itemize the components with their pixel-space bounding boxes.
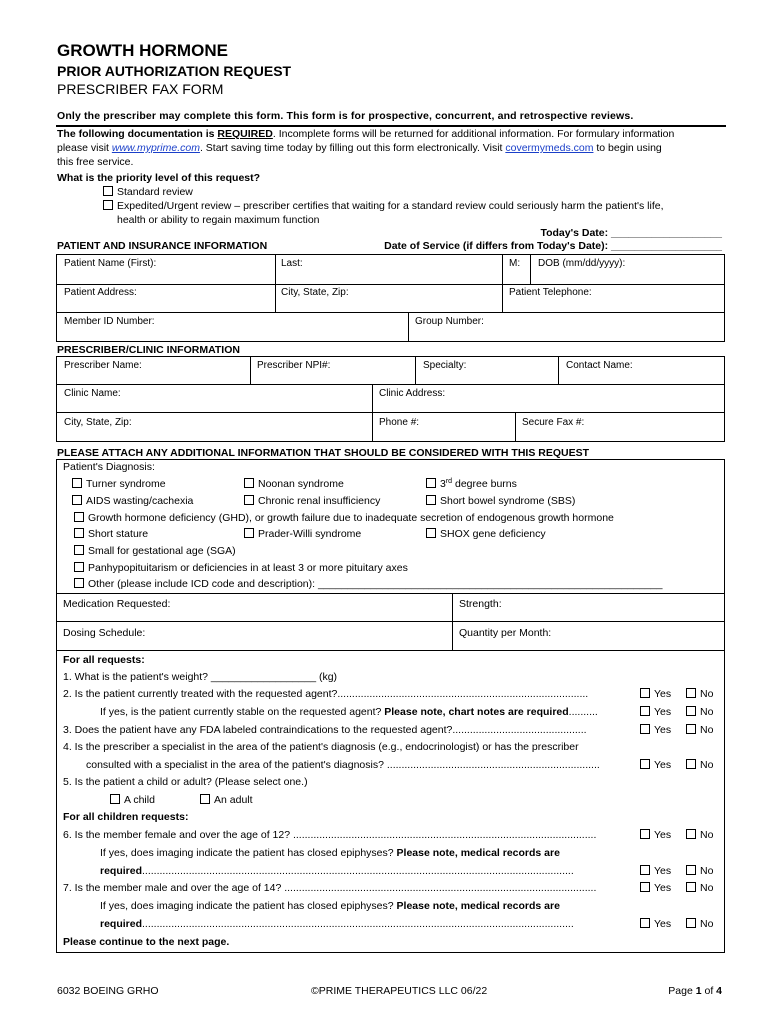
- all-requests-heading: For all requests:: [63, 654, 145, 666]
- dx-noonan-checkbox[interactable]: [244, 478, 254, 488]
- patient-first-name-field[interactable]: Patient Name (First):: [64, 258, 157, 269]
- patient-city-state-zip-field[interactable]: City, State, Zip:: [281, 287, 349, 298]
- question-5-child-checkbox[interactable]: [110, 794, 120, 804]
- patient-middle-initial-field[interactable]: M:: [509, 258, 521, 269]
- expedited-review-checkbox[interactable]: [103, 200, 113, 210]
- prescriber-notice: Only the prescriber may complete this form. This form is for prospective, concurrent, and retrospective reviews.: [57, 110, 634, 122]
- question-6a-no[interactable]: No: [686, 865, 713, 877]
- question-6a-line-2: required....................................................................................................................................................: [100, 865, 574, 877]
- footer-copyright: ©PRIME THERAPEUTICS LLC 06/22: [311, 985, 488, 997]
- additional-info-heading: PLEASE ATTACH ANY ADDITIONAL INFORMATION THAT SHOULD BE CONSIDERED WITH THIS REQUEST: [57, 447, 589, 459]
- clinic-name-field[interactable]: Clinic Name:: [64, 388, 121, 399]
- dx-burns-option[interactable]: 3rd degree burns: [426, 478, 517, 490]
- question-6-no-checkbox[interactable]: [686, 829, 696, 839]
- dx-aids-checkbox[interactable]: [72, 495, 82, 505]
- question-2-yes[interactable]: Yes: [640, 688, 671, 700]
- footer-form-code: 6032 BOEING GRHO: [57, 985, 159, 997]
- question-5-adult-checkbox[interactable]: [200, 794, 210, 804]
- continue-note: Please continue to the next page.: [63, 936, 230, 948]
- expedited-review-option[interactable]: Expedited/Urgent review – prescriber certifies that waiting for a standard review could seriously harm the patient's life,: [103, 200, 664, 212]
- diagnosis-box-top: [56, 459, 725, 460]
- dx-aids-option[interactable]: AIDS wasting/cachexia: [72, 495, 193, 507]
- form-title: GROWTH HORMONE: [57, 41, 228, 60]
- dx-burns-checkbox[interactable]: [426, 478, 436, 488]
- question-2a-no-checkbox[interactable]: [686, 706, 696, 716]
- children-requests-heading: For all children requests:: [63, 811, 189, 823]
- question-6: 6. Is the member female and over the age of 12? ........................................................................................................: [63, 829, 597, 841]
- dx-panhypopituitarism-option[interactable]: Panhypopituitarism or deficiencies in at least 3 or more pituitary axes: [74, 562, 408, 574]
- dx-short-stature-option[interactable]: Short stature: [74, 528, 148, 540]
- form-type: PRESCRIBER FAX FORM: [57, 81, 224, 97]
- group-number-field[interactable]: Group Number:: [415, 316, 484, 327]
- dx-chronic-renal-option[interactable]: Chronic renal insufficiency: [244, 495, 380, 507]
- question-4-line-1: 4. Is the prescriber a specialist in the area of the patient's diagnosis (e.g., endocrinologist) or has the prescriber: [63, 741, 579, 753]
- patient-section-heading: PATIENT AND INSURANCE INFORMATION: [57, 240, 268, 252]
- standard-review-option[interactable]: Standard review: [103, 186, 193, 198]
- question-7a-line-2: required....................................................................................................................................................: [100, 918, 574, 930]
- question-5-adult[interactable]: An adult: [200, 794, 253, 806]
- documentation-line-2: please visit www.myprime.com. Start saving time today by filling out this form electronically. Visit covermymeds.com to begin using: [57, 142, 662, 154]
- dx-panhypopituitarism-checkbox[interactable]: [74, 562, 84, 572]
- question-7-yes[interactable]: Yes: [640, 882, 671, 894]
- question-7a-line-1: If yes, does imaging indicate the patient has closed epiphyses? Please note, medical records are: [100, 900, 560, 912]
- dx-shox-option[interactable]: SHOX gene deficiency: [426, 528, 546, 540]
- prescriber-npi-field[interactable]: Prescriber NPI#:: [257, 360, 331, 371]
- expedited-review-line-2: health or ability to regain maximum function: [117, 214, 320, 226]
- dx-shox-checkbox[interactable]: [426, 528, 436, 538]
- question-6a-yes-checkbox[interactable]: [640, 865, 650, 875]
- clinic-address-field[interactable]: Clinic Address:: [379, 388, 446, 399]
- question-3-no[interactable]: No: [686, 724, 713, 736]
- quantity-per-month-field[interactable]: Quantity per Month:: [459, 627, 552, 639]
- strength-field[interactable]: Strength:: [459, 598, 502, 610]
- dx-prader-willi-checkbox[interactable]: [244, 528, 254, 538]
- question-4-line-2: consulted with a specialist in the area of the patient's diagnosis? .........................................................................: [86, 759, 600, 771]
- question-7a-no[interactable]: No: [686, 918, 713, 930]
- question-5: 5. Is the patient a child or adult? (Please select one.): [63, 776, 308, 788]
- question-1-weight[interactable]: 1. What is the patient's weight? __________________ (kg): [63, 671, 338, 683]
- question-4-no[interactable]: No: [686, 759, 713, 771]
- question-2-no-checkbox[interactable]: [686, 688, 696, 698]
- question-7-yes-checkbox[interactable]: [640, 882, 650, 892]
- question-3-yes-checkbox[interactable]: [640, 724, 650, 734]
- diagnosis-box-bottom: [56, 952, 725, 953]
- question-6a-no-checkbox[interactable]: [686, 865, 696, 875]
- dx-short-stature-checkbox[interactable]: [74, 528, 84, 538]
- question-4-yes-checkbox[interactable]: [640, 759, 650, 769]
- dx-noonan-option[interactable]: Noonan syndrome: [244, 478, 344, 490]
- question-2-yes-checkbox[interactable]: [640, 688, 650, 698]
- question-7: 7. Is the member male and over the age of 14? ...........................................................................................................: [63, 882, 597, 894]
- question-6-no[interactable]: No: [686, 829, 713, 841]
- diagnosis-box-right: [724, 459, 725, 953]
- question-2-no[interactable]: No: [686, 688, 713, 700]
- secure-fax-field[interactable]: Secure Fax #:: [522, 417, 585, 428]
- clinic-city-state-zip-field[interactable]: City, State, Zip:: [64, 417, 132, 428]
- footer-page-number: Page 1 of 4: [668, 985, 722, 997]
- question-3-yes[interactable]: Yes: [640, 724, 671, 736]
- diagnosis-box-left: [56, 459, 57, 953]
- dx-turner-option[interactable]: Turner syndrome: [72, 478, 166, 490]
- contact-name-field[interactable]: Contact Name:: [566, 360, 633, 371]
- dx-sbs-checkbox[interactable]: [426, 495, 436, 505]
- clinic-phone-field[interactable]: Phone #:: [379, 417, 420, 428]
- question-3-no-checkbox[interactable]: [686, 724, 696, 734]
- question-2a-yes-checkbox[interactable]: [640, 706, 650, 716]
- form-subtitle: PRIOR AUTHORIZATION REQUEST: [57, 63, 292, 79]
- question-2a-no[interactable]: No: [686, 706, 713, 718]
- covermymeds-link[interactable]: covermymeds.com: [505, 142, 594, 154]
- patient-telephone-field[interactable]: Patient Telephone:: [509, 287, 592, 298]
- dx-prader-willi-option[interactable]: Prader-Willi syndrome: [244, 528, 361, 540]
- prescriber-section-heading: PRESCRIBER/CLINIC INFORMATION: [57, 344, 240, 356]
- patient-address-field[interactable]: Patient Address:: [64, 287, 137, 298]
- question-7a-yes-checkbox[interactable]: [640, 918, 650, 928]
- question-6-yes[interactable]: Yes: [640, 829, 671, 841]
- dx-other-checkbox[interactable]: [74, 578, 84, 588]
- dosing-schedule-field[interactable]: Dosing Schedule:: [63, 627, 146, 639]
- question-7a-yes[interactable]: Yes: [640, 918, 671, 930]
- question-4-no-checkbox[interactable]: [686, 759, 696, 769]
- dx-sbs-option[interactable]: Short bowel syndrome (SBS): [426, 495, 575, 507]
- question-7a-no-checkbox[interactable]: [686, 918, 696, 928]
- priority-question: What is the priority level of this request?: [57, 172, 261, 184]
- question-7-no-checkbox[interactable]: [686, 882, 696, 892]
- documentation-line-3: this free service.: [57, 156, 134, 168]
- question-2a-yes[interactable]: Yes: [640, 706, 671, 718]
- patient-last-name-field[interactable]: Last:: [281, 258, 303, 269]
- todays-date-field[interactable]: Today's Date: ___________________: [540, 227, 722, 239]
- question-2: 2. Is the patient currently treated with the requested agent?......................................................................................: [63, 688, 589, 700]
- myprime-link[interactable]: www.myprime.com: [111, 142, 200, 154]
- question-5-child[interactable]: A child: [110, 794, 155, 806]
- question-3: 3. Does the patient have any FDA labeled contraindications to the requested agent?..............................................: [63, 724, 587, 736]
- documentation-line-1: The following documentation is REQUIRED. Incomplete forms will be returned for additional information. For formulary information: [57, 128, 675, 140]
- dx-ghd-checkbox[interactable]: [74, 512, 84, 522]
- date-of-service-field[interactable]: Date of Service (if differs from Today's Date): ___________________: [384, 240, 722, 252]
- dx-chronic-renal-checkbox[interactable]: [244, 495, 254, 505]
- dx-ghd-option[interactable]: Growth hormone deficiency (GHD), or growth failure due to inadequate secretion of endogenous growth hormone: [74, 512, 614, 524]
- dx-sga-option[interactable]: Small for gestational age (SGA): [74, 545, 236, 557]
- question-4-yes[interactable]: Yes: [640, 759, 671, 771]
- question-2a: If yes, is the patient currently stable on the requested agent? Please note, chart notes are required..........: [100, 706, 598, 718]
- dx-turner-checkbox[interactable]: [72, 478, 82, 488]
- dx-sga-checkbox[interactable]: [74, 545, 84, 555]
- question-6a-yes[interactable]: Yes: [640, 865, 671, 877]
- patient-dob-field[interactable]: DOB (mm/dd/yyyy):: [538, 258, 626, 269]
- member-id-field[interactable]: Member ID Number:: [64, 316, 155, 327]
- medication-requested-field[interactable]: Medication Requested:: [63, 598, 171, 610]
- question-6a-line-1: If yes, does imaging indicate the patient has closed epiphyses? Please note, medical records are: [100, 847, 560, 859]
- diagnosis-label: Patient's Diagnosis:: [63, 461, 155, 473]
- prescriber-name-field[interactable]: Prescriber Name:: [64, 360, 142, 371]
- specialty-field[interactable]: Specialty:: [423, 360, 467, 371]
- question-7-no[interactable]: No: [686, 882, 713, 894]
- header-divider: [56, 125, 726, 127]
- standard-review-checkbox[interactable]: [103, 186, 113, 196]
- question-6-yes-checkbox[interactable]: [640, 829, 650, 839]
- dx-other-option[interactable]: Other (please include ICD code and description): ___________________________________________________________: [74, 578, 663, 590]
